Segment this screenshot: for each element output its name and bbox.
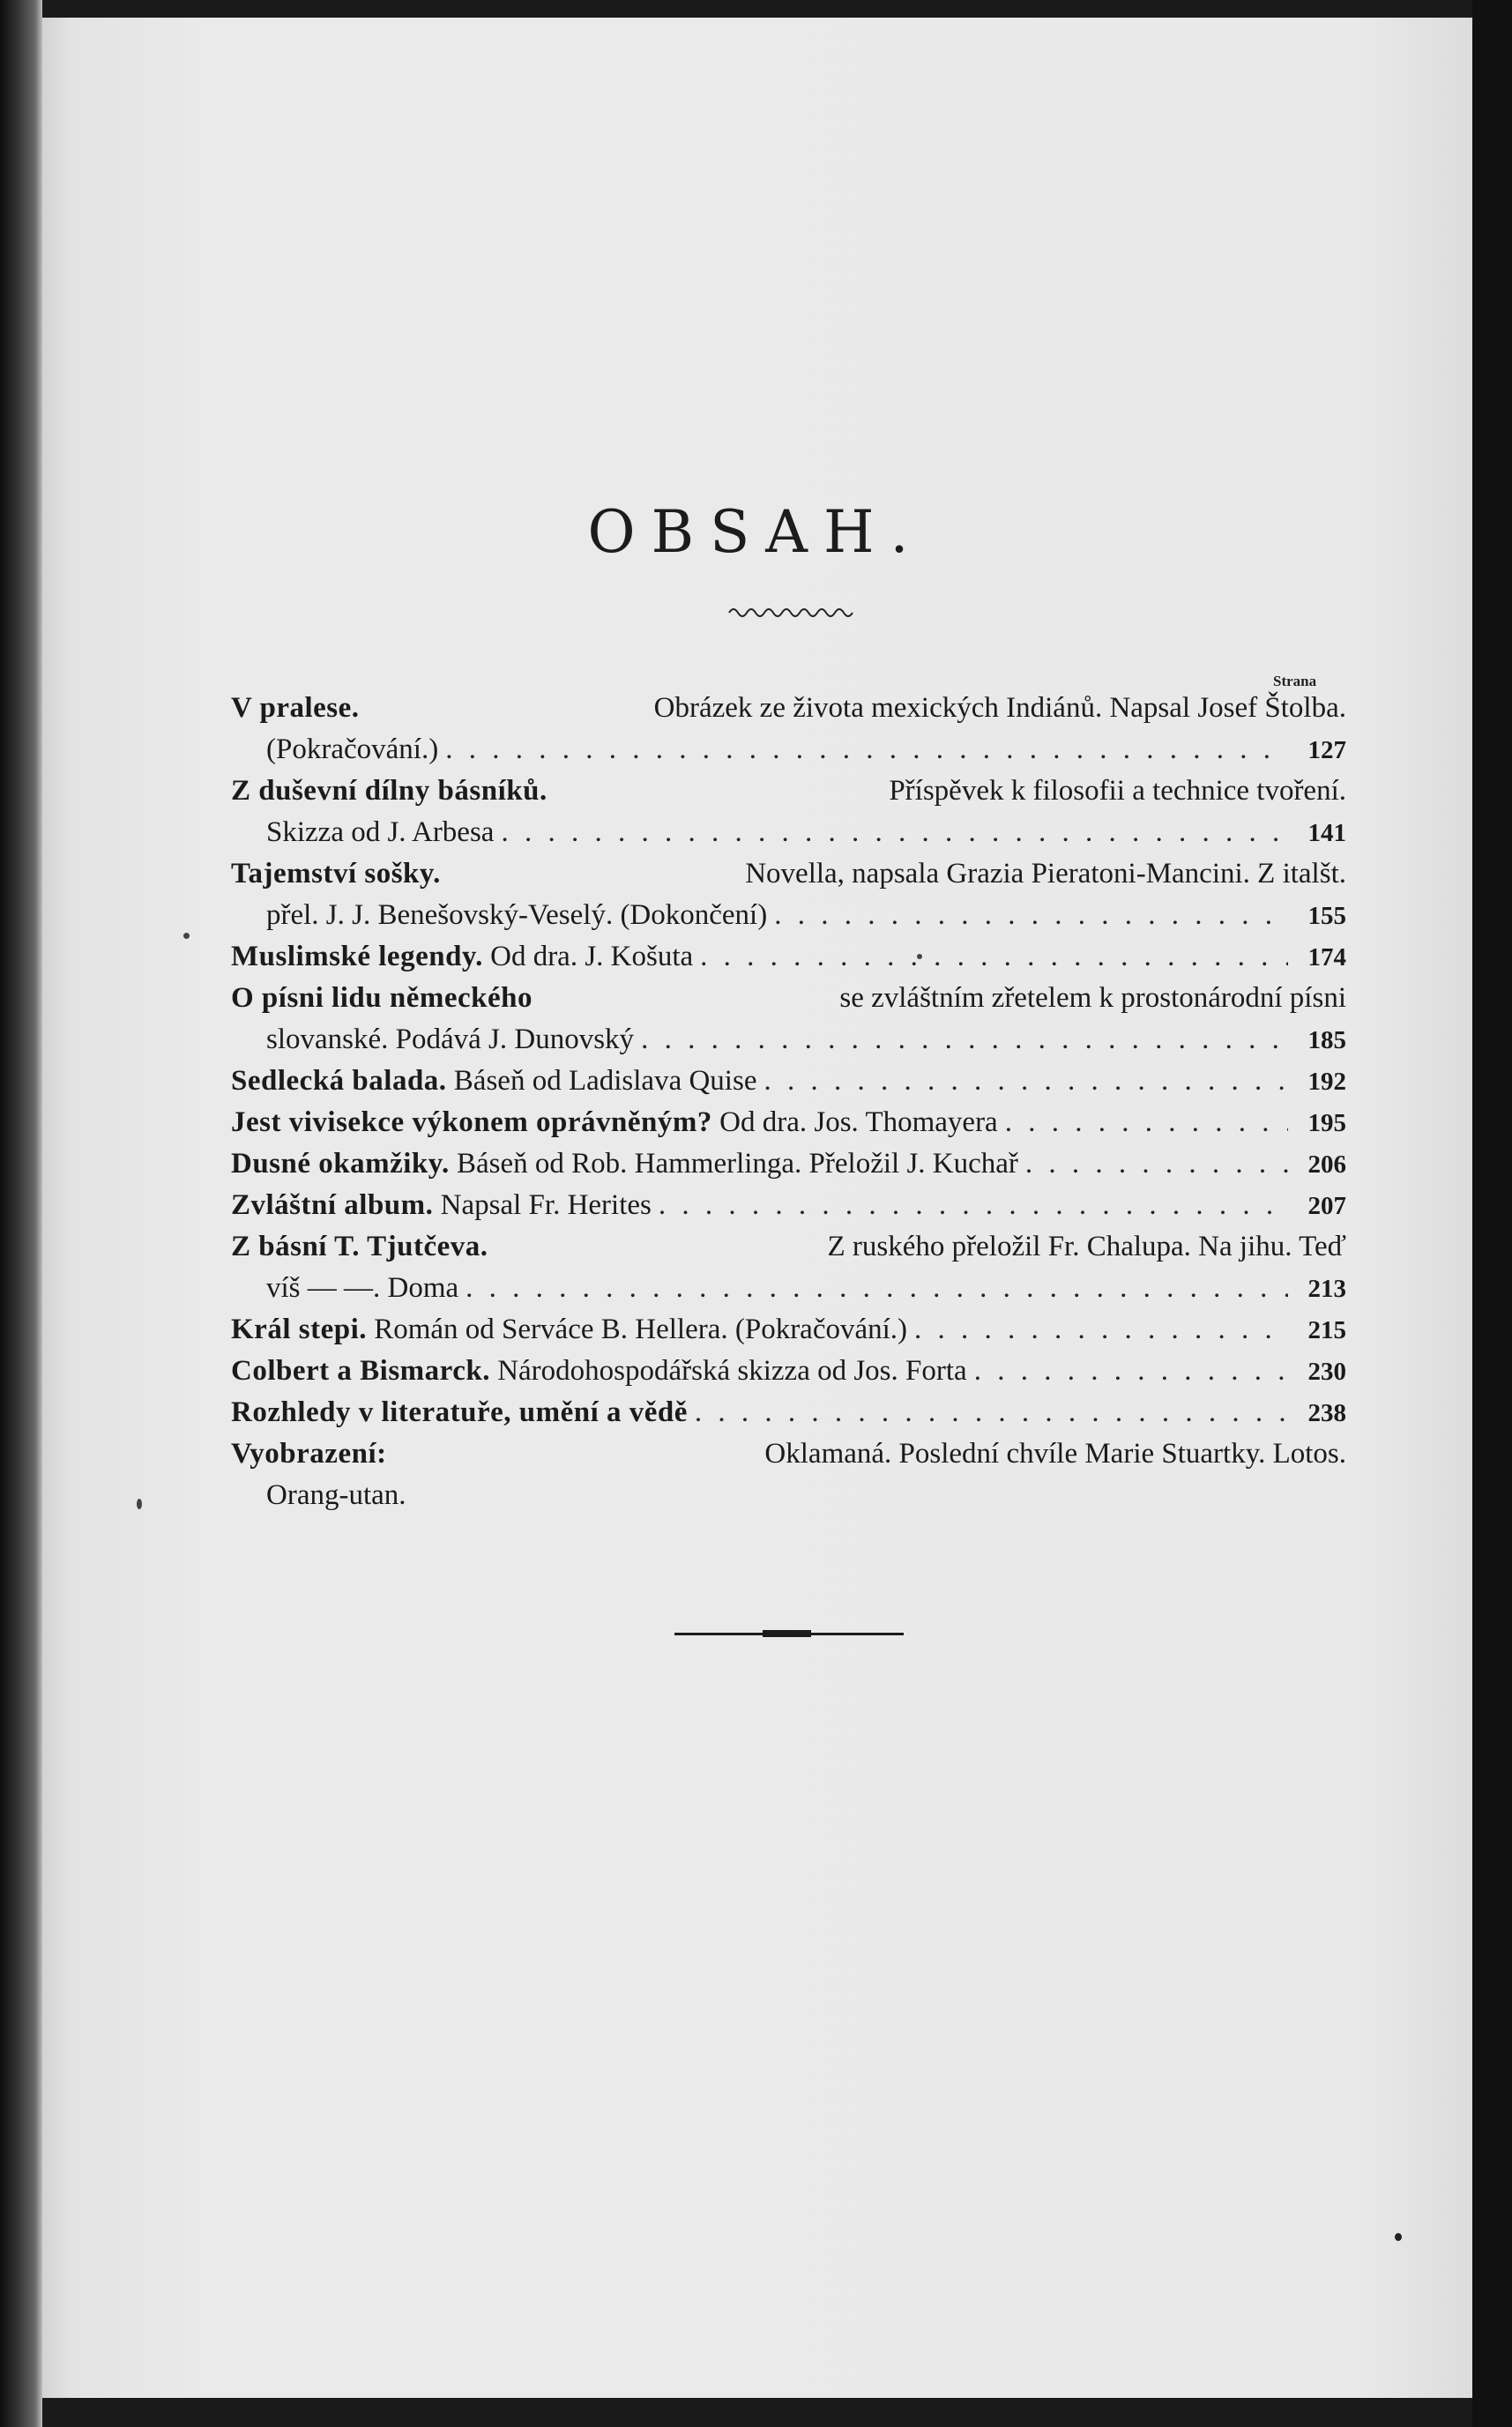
entry-page-number: 155 bbox=[1307, 902, 1346, 930]
leader-dots bbox=[695, 1392, 1288, 1433]
entry-description: Báseň od Rob. Hammerlinga. Přeložil J. Kuchař bbox=[456, 1148, 1018, 1180]
entry-page-number: 127 bbox=[1307, 736, 1346, 764]
paper-speck bbox=[917, 954, 922, 959]
entry-title: V pralese. bbox=[231, 692, 360, 724]
entry-description: Obrázek ze života mexických Indiánů. Napsal Josef Štolba. bbox=[653, 692, 1346, 724]
entry-text bbox=[231, 1061, 756, 1102]
entry-title: Dusné okamžiky. bbox=[231, 1148, 450, 1180]
entry-description: se zvláštním zřetelem k prostonárodní písni bbox=[839, 982, 1346, 1014]
entry-page-number: 206 bbox=[1307, 1150, 1346, 1179]
toc-entry-line bbox=[231, 936, 1346, 978]
entry-continuation: (Pokračování.) bbox=[266, 733, 439, 765]
table-of-contents bbox=[231, 688, 1346, 1516]
page-column-label: Strana bbox=[1273, 673, 1317, 689]
entry-description: Příspěvek k filosofii a technice tvoření. bbox=[889, 775, 1346, 807]
entry-description: Národohospodářská skizza od Jos. Forta bbox=[497, 1355, 967, 1387]
entry-title: Z básní T. Tjutčeva. bbox=[231, 1231, 488, 1262]
leader-dots bbox=[1005, 1102, 1288, 1143]
entry-title: Colbert a Bismarck. bbox=[231, 1355, 490, 1387]
toc-entry-line bbox=[231, 771, 1346, 812]
entry-text bbox=[231, 1351, 967, 1392]
book-spine-shadow bbox=[0, 0, 42, 2427]
entry-title: Vyobrazení: bbox=[231, 1438, 387, 1470]
entry-page-number: 195 bbox=[1307, 1109, 1346, 1137]
entry-description: Román od Serváce B. Hellera. (Pokračování.) bbox=[374, 1314, 908, 1345]
scan-border bbox=[1472, 0, 1512, 2427]
toc-entry-line bbox=[231, 729, 1346, 771]
entry-continuation: Skizza od J. Arbesa bbox=[266, 816, 495, 848]
entry-text bbox=[231, 936, 693, 978]
entry-page-number: 141 bbox=[1307, 819, 1346, 847]
toc-entry-line bbox=[231, 1268, 1346, 1309]
entry-title: Z duševní dílny básníků. bbox=[231, 775, 547, 807]
entry-title: O písni lidu německého bbox=[231, 982, 533, 1014]
entry-page-number: 174 bbox=[1307, 943, 1346, 972]
toc-entry-line bbox=[231, 1143, 1346, 1185]
entry-description: Od dra. J. Košuta bbox=[490, 941, 694, 972]
entry-title: Muslimské legendy. bbox=[231, 941, 483, 972]
paper-speck bbox=[137, 1499, 142, 1509]
entry-text bbox=[231, 1185, 652, 1226]
closing-rule-center bbox=[763, 1630, 811, 1637]
entry-title: Zvláštní album. bbox=[231, 1189, 434, 1221]
entry-description: Oklamaná. Poslední chvíle Marie Stuartky. Lotos. bbox=[764, 1438, 1346, 1470]
entry-page-number: 215 bbox=[1307, 1316, 1346, 1344]
leader-dots bbox=[445, 729, 1288, 771]
toc-entry-line bbox=[231, 1392, 1346, 1433]
leader-dots bbox=[774, 895, 1288, 936]
entry-page-number: 213 bbox=[1307, 1275, 1346, 1303]
toc-entry-line bbox=[231, 1185, 1346, 1226]
toc-entry-line bbox=[231, 1475, 1346, 1516]
toc-entry-line bbox=[231, 895, 1346, 936]
entry-title: Rozhledy v literatuře, umění a vědě bbox=[231, 1396, 688, 1428]
toc-entry-line bbox=[231, 1019, 1346, 1061]
toc-entry-line bbox=[231, 812, 1346, 853]
entry-page-number: 230 bbox=[1307, 1358, 1346, 1386]
toc-entry-line bbox=[231, 978, 1346, 1019]
toc-entry-line bbox=[231, 1433, 1346, 1475]
leader-dots bbox=[466, 1268, 1288, 1309]
toc-entry-line bbox=[231, 688, 1346, 729]
entry-text bbox=[231, 1102, 998, 1143]
title-ornament-icon bbox=[727, 604, 860, 622]
entry-description: Novella, napsala Grazia Pieratoni-Mancini. Z italšt. bbox=[745, 858, 1346, 890]
leader-dots bbox=[1025, 1143, 1288, 1185]
entry-description: Z ruského přeložil Fr. Chalupa. Na jihu. Teď bbox=[827, 1231, 1346, 1262]
toc-entry-line bbox=[231, 1309, 1346, 1351]
entry-page-number: 207 bbox=[1307, 1192, 1346, 1220]
entry-description: Napsal Fr. Herites bbox=[440, 1189, 652, 1221]
entry-continuation: víš — —. Doma bbox=[266, 1272, 459, 1304]
toc-entry-line bbox=[231, 1061, 1346, 1102]
leader-dots bbox=[641, 1019, 1288, 1061]
entry-title: Tajemství sošky. bbox=[231, 858, 441, 890]
entry-page-number: 185 bbox=[1307, 1026, 1346, 1054]
entry-description: Od dra. Jos. Thomayera bbox=[719, 1106, 998, 1138]
entry-title: Král stepi. bbox=[231, 1314, 367, 1345]
leader-dots bbox=[763, 1061, 1288, 1102]
leader-dots bbox=[501, 812, 1288, 853]
entry-text bbox=[231, 1392, 688, 1433]
entry-text bbox=[231, 1143, 1018, 1185]
toc-entry-line bbox=[231, 1351, 1346, 1392]
page-title: OBSAH. bbox=[587, 498, 925, 566]
entry-text bbox=[231, 1309, 907, 1351]
entry-description: Báseň od Ladislava Quise bbox=[453, 1065, 757, 1097]
leader-dots bbox=[659, 1185, 1288, 1226]
leader-dots bbox=[700, 936, 1288, 978]
entry-title: Jest vivisekce výkonem oprávněným? bbox=[231, 1106, 712, 1138]
entry-page-number: 192 bbox=[1307, 1068, 1346, 1096]
paper-speck bbox=[1395, 2233, 1402, 2241]
toc-entry-line bbox=[231, 853, 1346, 895]
toc-entry-line bbox=[231, 1226, 1346, 1268]
entry-title: Sedlecká balada. bbox=[231, 1065, 447, 1097]
leader-dots bbox=[914, 1309, 1288, 1351]
paper-speck bbox=[183, 933, 190, 939]
entry-page-number: 238 bbox=[1307, 1399, 1346, 1427]
toc-entry-line bbox=[231, 1102, 1346, 1143]
entry-continuation: Orang-utan. bbox=[266, 1479, 406, 1511]
entry-continuation: přel. J. J. Benešovský-Veselý. (Dokončení) bbox=[266, 899, 768, 931]
entry-continuation: slovanské. Podává J. Dunovský bbox=[266, 1024, 635, 1055]
leader-dots bbox=[974, 1351, 1288, 1392]
